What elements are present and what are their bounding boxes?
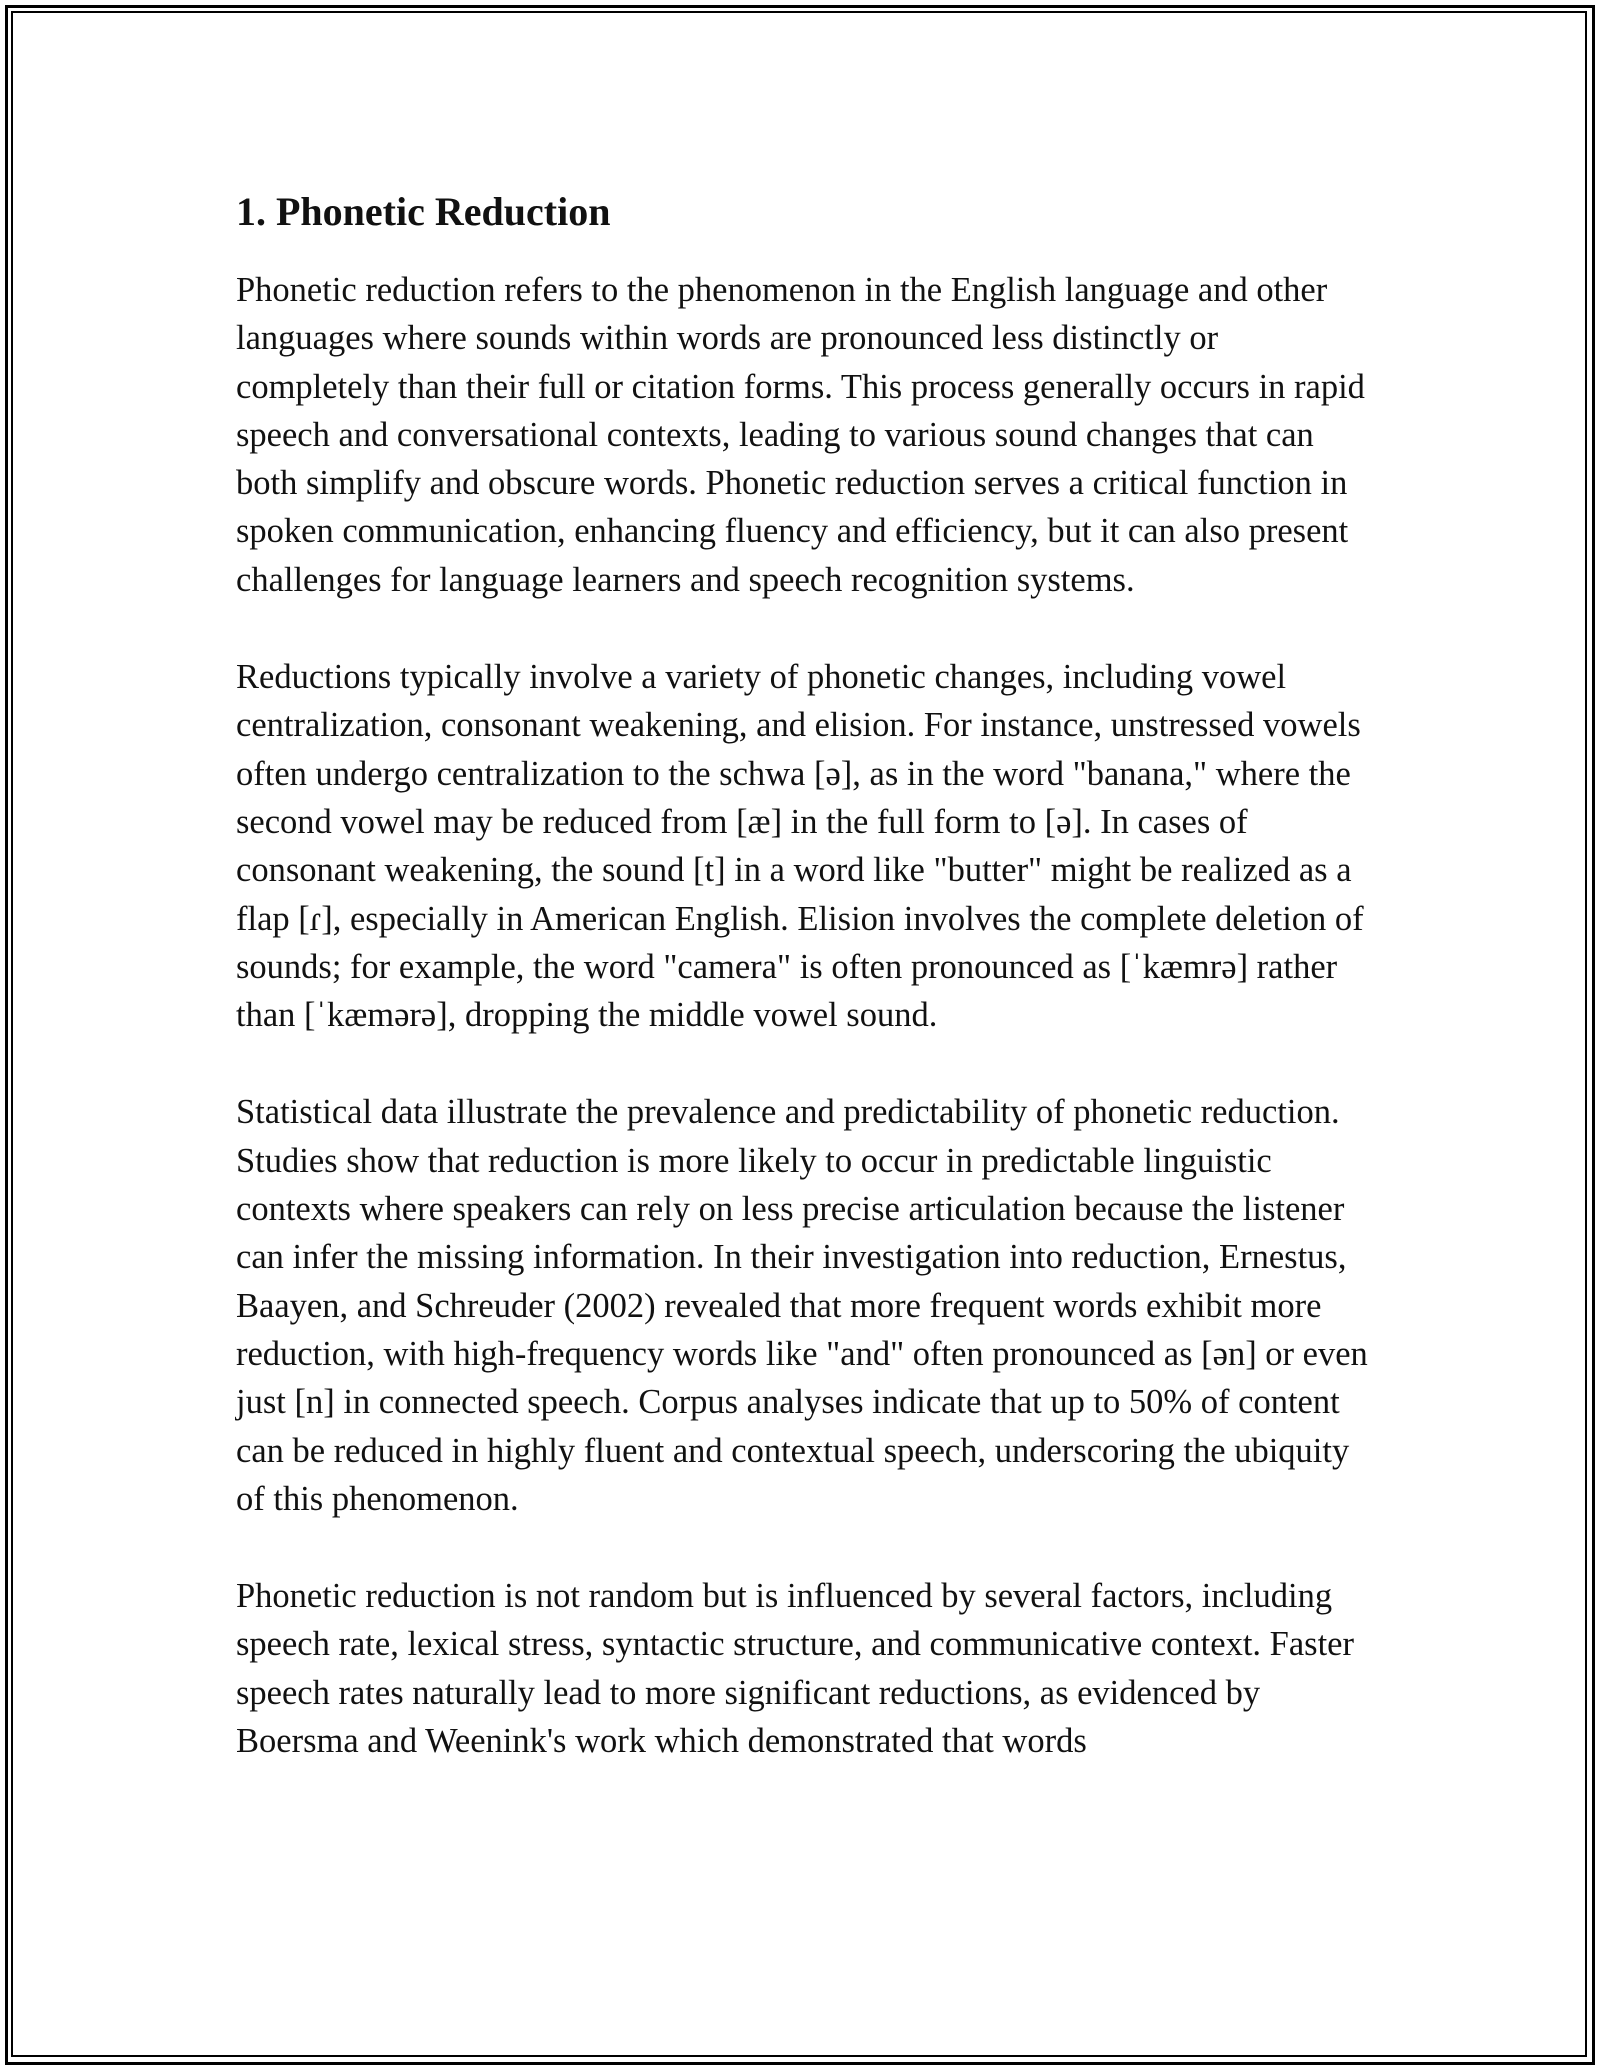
paragraph-definition: Phonetic reduction refers to the phenomenon in the English language and other languages where sounds within words are pronounced less distinctly or completely than their full or citation forms. This process generally occurs in rapid speech and conversational contexts, leading to various sound changes that can both simplify and obscure words. Phonetic reduction serves a critical function in spoken communication, enhancing fluency and efficiency, but it can also present challenges for language learners and speech recognition systems. xyxy=(236,271,1365,599)
document-body xyxy=(236,186,1376,1814)
paragraph-statistical-data: Statistical data illustrate the prevalence and predictability of phonetic reduction. Studies show that reduction is more likely to occur in predictable linguistic contexts where speakers can rely on less precise articulation because the listener can infer the missing information. In their investigation into reduction, Ernestus, Baayen, and Schreuder (2002) revealed that more frequent words exhibit more reduction, with high-frequency words like "and" often pronounced as [ən] or even just [n] in connected speech. Corpus analyses indicate that up to 50% of content can be reduced in highly fluent and contextual speech, underscoring the ubiquity of this phenomenon. xyxy=(236,1093,1368,1518)
section-heading: 1. Phonetic Reduction xyxy=(236,189,611,234)
paragraph-influencing-factors: Phonetic reduction is not random but is influenced by several factors, including speech rate, lexical stress, syntactic structure, and communicative context. Faster speech rates naturally lead to more significant reductions, as evidenced by Boersma and Weenink's work which demonstrated that words xyxy=(236,1577,1354,1761)
paragraph-types-of-reduction: Reductions typically involve a variety of phonetic changes, including vowel centralization, consonant weakening, and elision. For instance, unstressed vowels often undergo centralization to the schwa [ə], as in the word "banana," where the second vowel may be reduced from [æ] in the full form to [ə]. In cases of consonant weakening, the sound [t] in a word like "butter" might be realized as a flap [ɾ], especially in American English. Elision involves the complete deletion of sounds; for example, the word "camera" is often pronounced as [ˈkæmrə] rather than [ˈkæmərə], dropping the middle vowel sound. xyxy=(236,658,1364,1035)
